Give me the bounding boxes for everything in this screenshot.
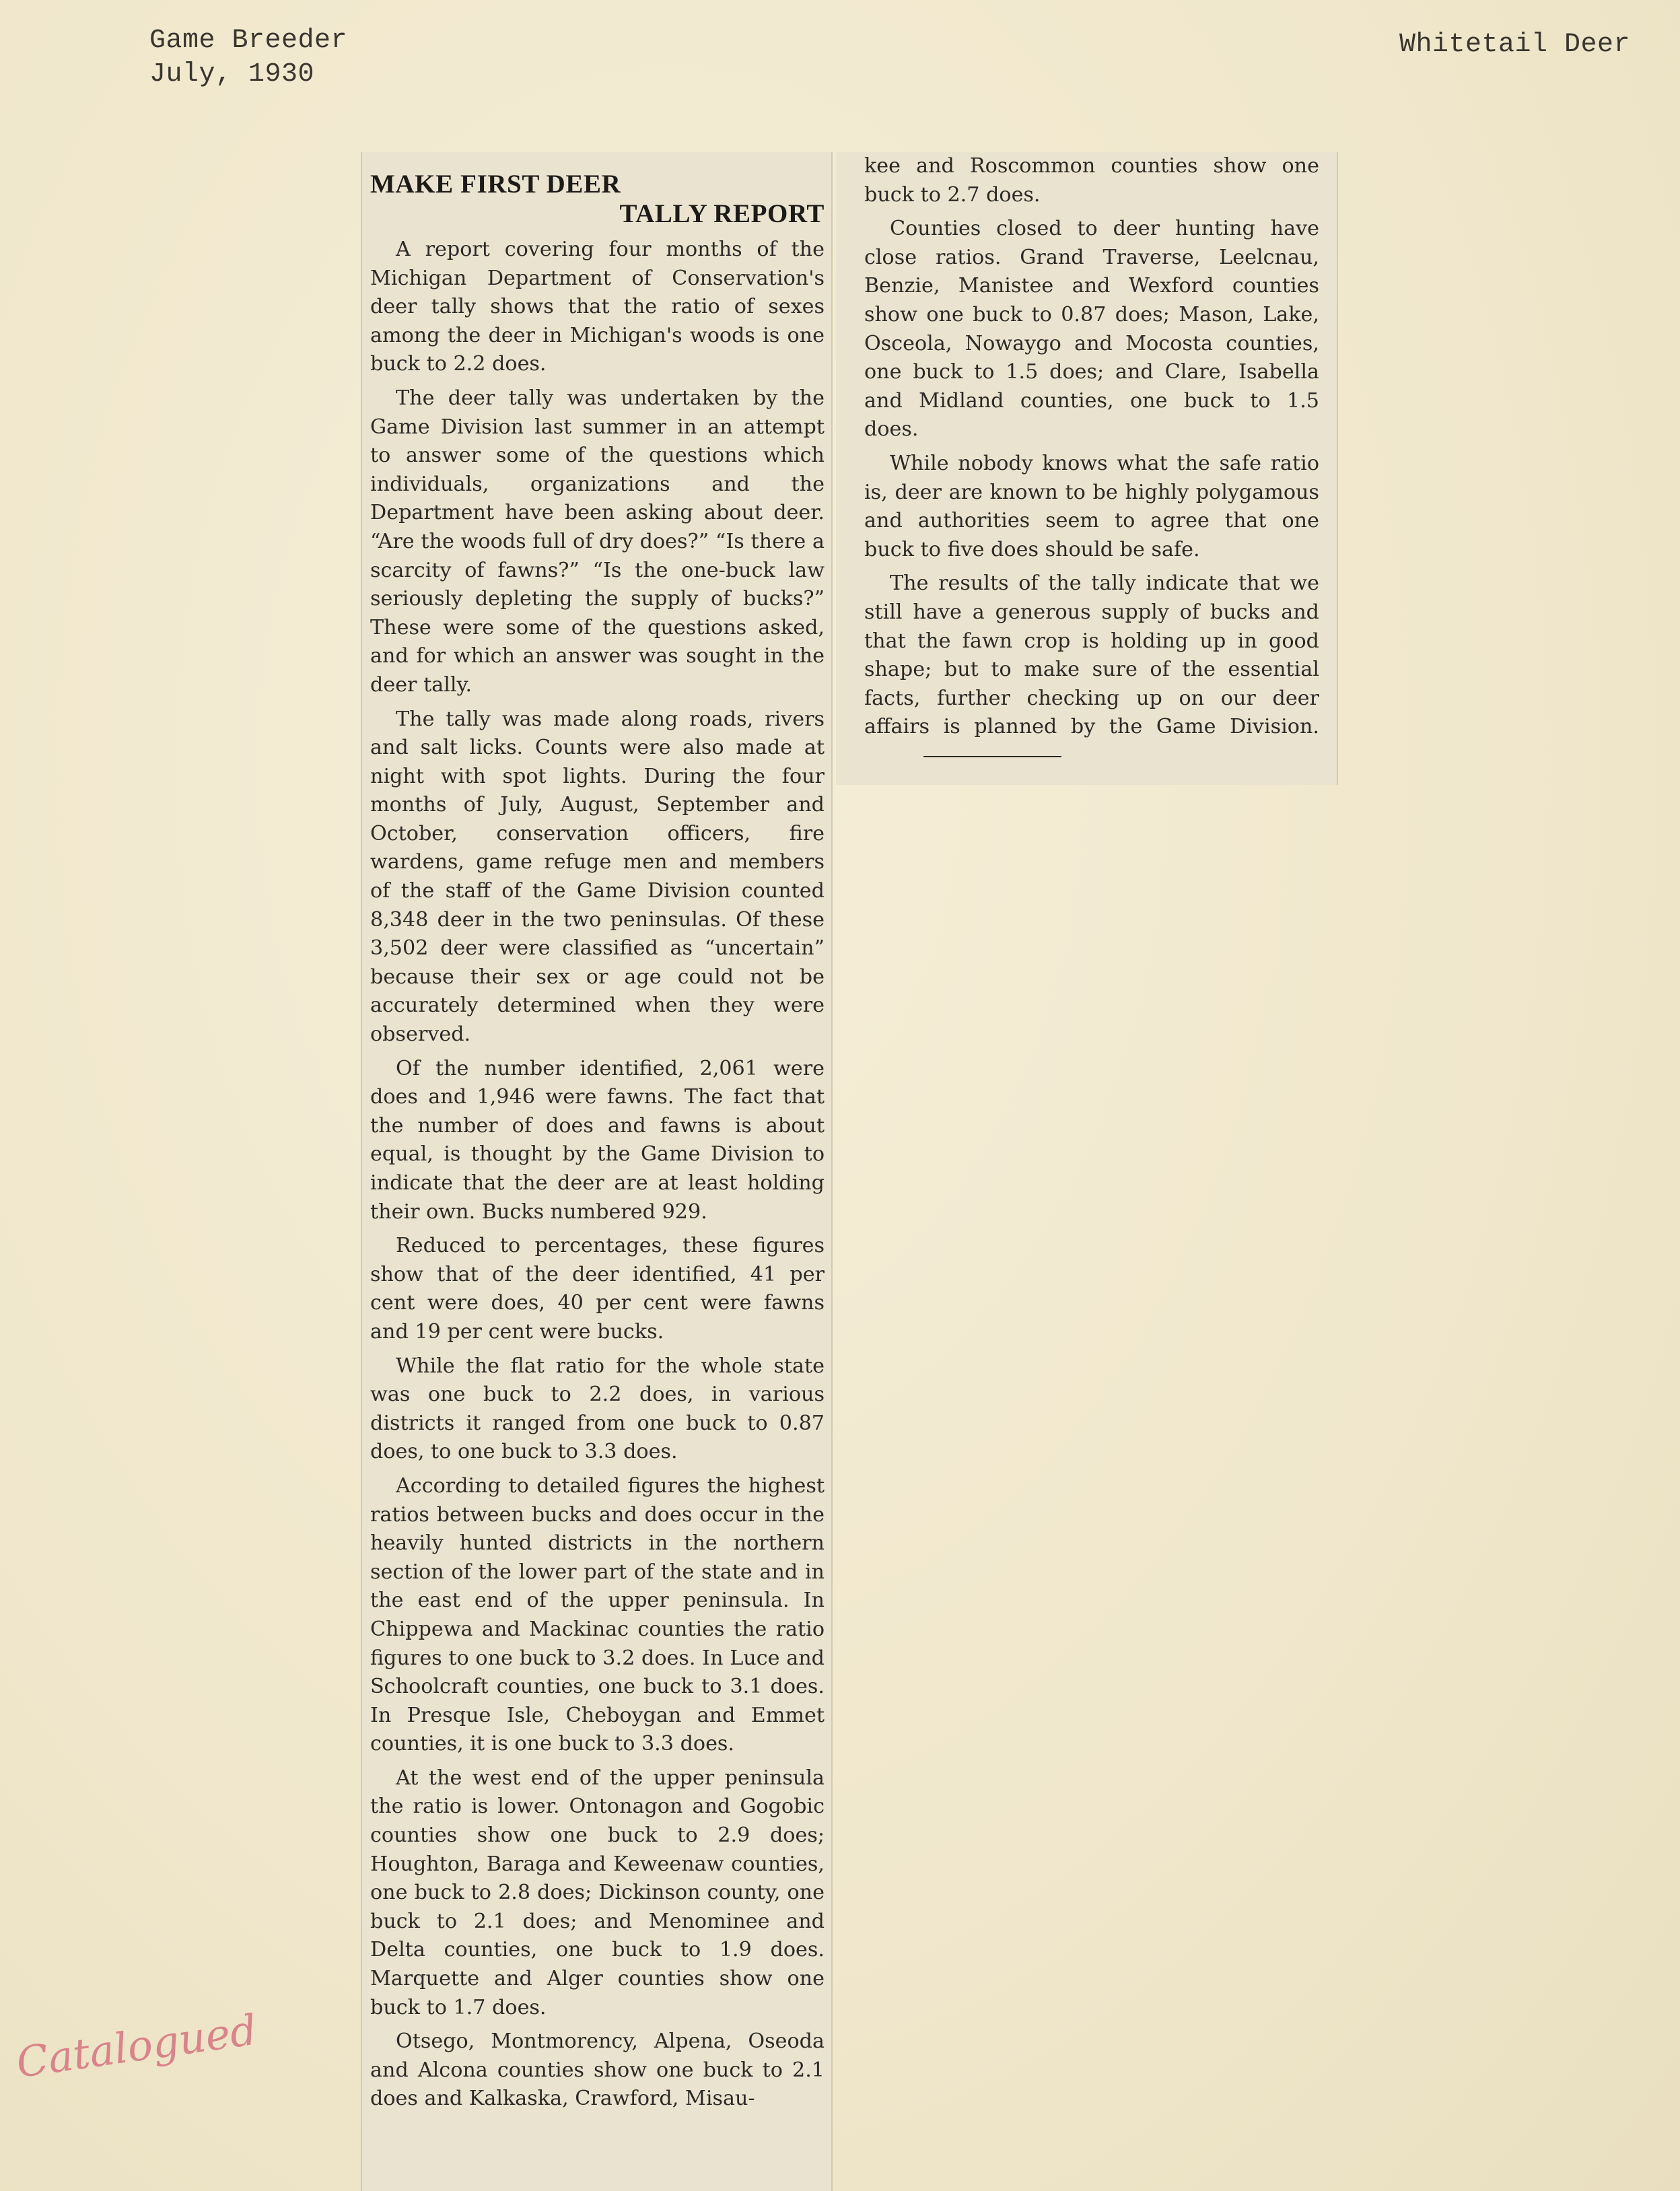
paragraph: Reduced to percentages, these figures show that of the deer identified, 41 per cent were does, 40 per cent were fawns and 19 per cent were bucks. bbox=[370, 1234, 825, 1344]
clipping-column-1 bbox=[361, 152, 833, 2191]
publication-name: Game Breeder bbox=[149, 26, 348, 56]
publication-date: July, 1930 bbox=[149, 59, 315, 90]
publication-header bbox=[149, 24, 347, 92]
end-rule bbox=[923, 756, 1061, 757]
paragraph: Otsego, Montmorency, Alpena, Oseoda and Alcona counties show one buck to 2.1 does and Kalkaska, Crawford, Misau- bbox=[370, 2029, 825, 2111]
paragraph: Of the number identified, 2,061 were does and 1,946 were fawns. The fact that the number of does and fawns is about equal, is thought by the Game Division to indicate that the deer are at least holding their own. Bucks numbered 929. bbox=[370, 1056, 825, 1224]
paragraph: The tally was made along roads, rivers and salt licks. Counts were also made at night with spot lights. During the four months of July, August, September and October, conservation officers, fire wardens, game refuge men and members of the staff of the Game Division counted 8,348 deer in the two peninsulas. Of these 3,502 deer were classified as “uncertain” because their sex or age could not be accurately determined when they were observed. bbox=[370, 707, 825, 1047]
catalogued-stamp: Catalogued bbox=[13, 2005, 260, 2087]
paragraph: The deer tally was undertaken by the Game Division last summer in an attempt to answer some of the questions which individuals, organizations and the Department have been asking about deer. “Are the woods full of dry does?” “Is there a scarcity of fawns?” “Is the one-buck law seriously depleting the supply of bucks?” These were some of the questions asked, and for which an answer was sought in the deer tally. bbox=[370, 386, 825, 697]
headline-line-1: MAKE FIRST DEER bbox=[370, 170, 621, 199]
paragraph: Counties closed to deer hunting have close ratios. Grand Traverse, Leelcnau, Benzie, Manistee and Wexford counties show one buck to 0.87 does; Mason, Lake, Osceola, Nowaygo and Mocosta counties, one buck to 1.5 does; and Clare, Isabella and Midland counties, one buck to 1.5 does. bbox=[864, 217, 1319, 442]
paragraph: A report covering four months of the Michigan Department of Conservation's deer tally shows that the ratio of sexes among the deer in Michigan's woods is one buck to 2.2 does. bbox=[370, 238, 825, 376]
paragraph: At the west end of the upper peninsula the ratio is lower. Ontonagon and Gogobic counties show one buck to 2.9 does; Houghton, Baraga and Keweenaw counties, one buck to 2.8 does; Dickinson county, one buck to 2.1 does; and Menominee and Delta counties, one buck to 1.9 does. Marquette and Alger counties show one buck to 1.7 does. bbox=[370, 1766, 825, 2019]
paragraph: While the flat ratio for the whole state was one buck to 2.2 does, in various districts it ranged from one buck to 0.87 does, to one buck to 3.3 does. bbox=[370, 1354, 825, 1464]
subject-header: Whitetail Deer bbox=[1399, 30, 1630, 60]
paragraph: While nobody knows what the safe ratio is, deer are known to be highly polygamous and authorities seem to agree that one buck to five does should be safe. bbox=[864, 451, 1319, 561]
clipping-column-2 bbox=[836, 152, 1338, 785]
paragraph-text: The results of the tally indicate that we still have a generous supply of bucks and that the fawn crop is holding up in good shape; but to make sure of the essential facts, further checking up on our deer affairs is planned by the Game Division. bbox=[864, 571, 1319, 739]
paragraph-last bbox=[864, 569, 1319, 770]
paragraph: According to detailed figures the highest ratios between bucks and does occur in the heavily hunted districts in the northern section of the lower part of the state and in the east end of the upper peninsula. In Chippewa and Mackinac counties the ratio figures to one buck to 3.2 does. In Luce and Schoolcraft counties, one buck to 3.1 does. In Presque Isle, Cheboygan and Emmet counties, it is one buck to 3.3 does. bbox=[370, 1473, 825, 1756]
headline-line-2: TALLY REPORT bbox=[619, 199, 825, 228]
article-headline bbox=[370, 170, 825, 229]
paragraph: kee and Roscommon counties show one buck to 2.7 does. bbox=[864, 154, 1319, 207]
